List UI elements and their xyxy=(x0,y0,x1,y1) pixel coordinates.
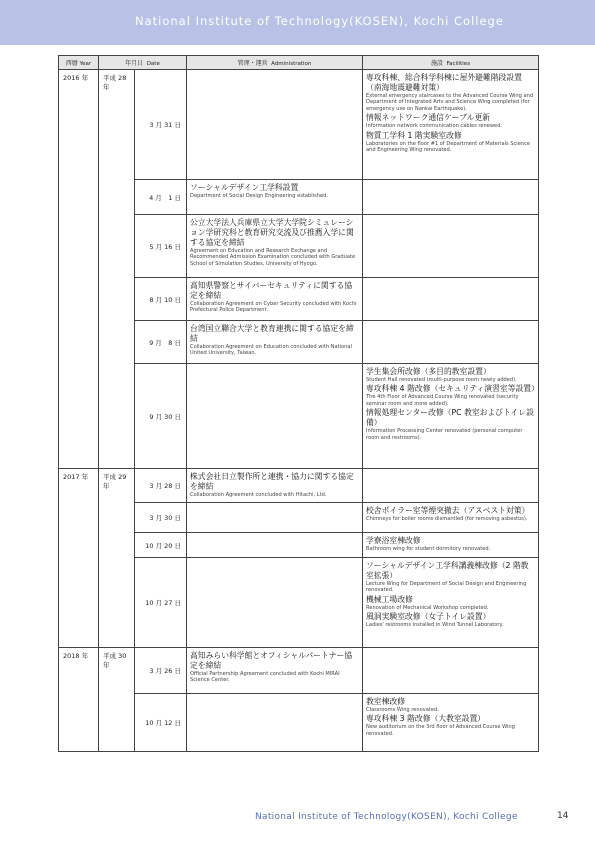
entry xyxy=(366,131,535,154)
entry-title-jp: 専攻科棟、総合科学科棟に屋外避難階段設置（南海地震避難対策） xyxy=(366,73,522,92)
entry-description-en: Lecture Wing for Department of Social Design and Engineering renovated. xyxy=(366,580,527,594)
entry-title-jp: 学寮浴室棟改修 xyxy=(366,536,421,546)
table-row xyxy=(59,693,539,751)
date-cell: 4 月 1 日 xyxy=(135,180,187,215)
date-cell: 9 月 30 日 xyxy=(135,364,187,469)
entry-description-en: Official Partnership Agreement concluded with Kochi MIRAI Science Center. xyxy=(190,670,340,684)
table-row xyxy=(59,647,539,693)
entry xyxy=(366,408,535,441)
entry xyxy=(366,367,535,383)
entry-title-jp: 情報ネットワーク通信ケーブル更新 xyxy=(366,113,491,123)
table-row xyxy=(59,503,539,533)
header-administration: 管理・運営 Administration xyxy=(187,56,363,70)
era-cell: 平成 30 年 xyxy=(99,647,135,693)
entry-title-jp: 専攻科棟 4 階改修（セキュリティ演習室等設置） xyxy=(366,384,539,394)
date-cell: 8 月 10 日 xyxy=(135,278,187,321)
table-row xyxy=(59,278,539,321)
year-cell xyxy=(59,533,99,557)
facilities-cell xyxy=(363,70,539,180)
year-cell xyxy=(59,321,99,364)
year-cell xyxy=(59,364,99,469)
year-cell xyxy=(59,278,99,321)
era-cell xyxy=(99,503,135,533)
entry-description-en: Ladies' restrooms installed in Wind Tunnel Laboratory. xyxy=(366,622,504,629)
administration-cell xyxy=(187,321,363,364)
entry-description-en: Information Processing Center renovated (personal computer room and restrooms). xyxy=(366,428,523,441)
date-cell: 3 月 30 日 xyxy=(135,503,187,533)
entry-description-en: The 4th Floor of Advanced Course Wing renovated (security seminar room and more added). xyxy=(366,394,519,407)
administration-cell xyxy=(187,557,363,647)
era-cell xyxy=(99,533,135,557)
era-cell xyxy=(99,693,135,751)
table-header-row xyxy=(59,56,539,70)
year-cell xyxy=(59,503,99,533)
entry-description-en: Agreement on Education and Research Exchange and Recommended Admission Examination concluded with Graduate School of Simulation Studies, University of Hyogo. xyxy=(190,248,356,267)
history-table xyxy=(58,55,539,752)
table-row xyxy=(59,321,539,364)
entry-description-en: Laboratories on the floor #1 of Department of Materials Science and Engineering Wing renovated. xyxy=(366,140,531,154)
table-body xyxy=(59,70,539,752)
facilities-cell xyxy=(363,533,539,557)
era-cell xyxy=(99,364,135,469)
entry-title-jp: 公立大学法人兵庫県立大学大学院シミュレーション学研究科と教育研究交流及び推薦入学に関する協定を締結 xyxy=(190,218,354,247)
administration-cell xyxy=(187,364,363,469)
administration-cell xyxy=(187,215,363,278)
entry-title-jp: 風洞実験室改修（女子トイレ設置） xyxy=(366,612,491,622)
entry-description-en: Chimneys for boiler rooms dismantled (for removing asbestos). xyxy=(366,516,528,523)
entry-title-jp: 高知みらい科学館とオフィシャルパートナー協定を締結 xyxy=(190,650,353,670)
entry-title-jp: 情報処理センター改修（PC 教室およびトイレ設備） xyxy=(366,408,534,428)
entry-description-en: Renovation of Mechanical Workshop completed. xyxy=(366,604,489,611)
entry-title-jp: 物質工学科 1 階実験室改修 xyxy=(366,130,462,140)
date-cell: 5 月 16 日 xyxy=(135,215,187,278)
year-cell xyxy=(59,180,99,215)
entry-title-jp: ソーシャルデザイン工学科設置 xyxy=(190,183,299,192)
era-cell xyxy=(99,215,135,278)
facilities-cell xyxy=(363,503,539,533)
entry xyxy=(190,472,359,498)
entry-title-jp: 株式会社日立製作所と連携・協力に関する協定を締結 xyxy=(190,472,354,491)
entry-description-en: Student Hall renovated (multi-purpose room newly added). xyxy=(366,377,517,383)
facilities-cell xyxy=(363,693,539,751)
entry-title-jp: 機械工場改修 xyxy=(366,594,413,604)
administration-cell xyxy=(187,278,363,321)
entry xyxy=(366,561,535,594)
header-facilities: 施設 Facilities xyxy=(363,56,539,70)
entry xyxy=(366,113,535,129)
entry-description-en: Collaboration Agreement on Education concluded with National United University, Taiwan. xyxy=(190,344,352,357)
facilities-cell xyxy=(363,321,539,364)
date-cell: 10 月 27 日 xyxy=(135,557,187,647)
entry xyxy=(366,384,539,407)
era-cell xyxy=(99,278,135,321)
date-cell: 10 月 12 日 xyxy=(135,693,187,751)
administration-cell xyxy=(187,647,363,693)
entry-title-jp: 専攻科棟 3 階改修（大教室設置） xyxy=(366,714,486,724)
entry xyxy=(190,281,359,314)
entry xyxy=(366,536,535,552)
entry-description-en: External emergency staircases to the Advanced Course Wing and Department of Integrated Arts and Science Wing completed (for emergency use on Nankai Earthquake). xyxy=(366,93,534,112)
date-cell: 10 月 20 日 xyxy=(135,533,187,557)
facilities-cell xyxy=(363,647,539,693)
facilities-cell xyxy=(363,215,539,278)
entry xyxy=(366,612,535,628)
table-row xyxy=(59,533,539,557)
year-cell: 2016 年 xyxy=(59,70,99,180)
era-cell xyxy=(99,557,135,647)
entry-description-en: New auditorium on the 3rd floor of Advanced Course Wing renovated. xyxy=(366,724,515,737)
administration-cell xyxy=(187,503,363,533)
entry xyxy=(190,183,359,199)
table-row xyxy=(59,469,539,503)
facilities-cell xyxy=(363,364,539,469)
entry-description-en: Classrooms Wing renovated. xyxy=(366,706,439,713)
administration-cell xyxy=(187,70,363,180)
entry-title-jp: 高知県警察とサイバーセキュリティに関する協定を締結 xyxy=(190,281,353,300)
table-row xyxy=(59,364,539,469)
entry xyxy=(190,324,359,357)
table-row xyxy=(59,557,539,647)
entry xyxy=(366,714,535,737)
table-row xyxy=(59,215,539,278)
facilities-cell xyxy=(363,180,539,215)
page-number: 14 xyxy=(557,811,569,821)
table-row xyxy=(59,70,539,180)
administration-cell xyxy=(187,533,363,557)
era-cell: 平成 29 年 xyxy=(99,469,135,503)
entry-title-jp: ソーシャルデザイン工学科講義棟改修（2 階教室拡張） xyxy=(366,560,529,580)
entry-description-en: Department of Social Design Engineering established. xyxy=(190,193,328,199)
entry-title-jp: 教室棟改修 xyxy=(366,696,405,706)
entry-title-jp: 校舎ボイラー室等煙突撤去（アスベスト対策） xyxy=(366,506,530,516)
header-band xyxy=(0,0,595,45)
entry xyxy=(190,218,359,267)
administration-cell xyxy=(187,180,363,215)
year-cell xyxy=(59,557,99,647)
administration-cell xyxy=(187,469,363,503)
era-cell: 平成 28 年 xyxy=(99,70,135,180)
header-title: National Institute of Technology(KOSEN), Kochi College xyxy=(135,14,504,28)
entry-title-jp: 台湾国立聯合大学と教育連携に関する協定を締結 xyxy=(190,324,354,343)
year-cell: 2018 年 xyxy=(59,647,99,693)
entry-title-jp: 学生集会所改修（多目的教室設置） xyxy=(366,367,491,376)
entry xyxy=(366,697,535,713)
facilities-cell xyxy=(363,469,539,503)
header-year: 西暦 Year xyxy=(59,56,99,70)
date-cell: 3 月 28 日 xyxy=(135,469,187,503)
year-cell xyxy=(59,693,99,751)
table-row xyxy=(59,180,539,215)
header-date: 年月日 Date xyxy=(99,56,187,70)
entry-description-en: Collaboration Agreement concluded with Hitachi, Ltd. xyxy=(190,492,327,498)
entry xyxy=(366,595,535,611)
footer-title: National Institute of Technology(KOSEN), Kochi College xyxy=(255,812,518,822)
entry xyxy=(190,651,359,684)
era-cell xyxy=(99,321,135,364)
year-cell: 2017 年 xyxy=(59,469,99,503)
entry-description-en: Information network communication cables renewed. xyxy=(366,123,503,130)
entry-description-en: Bathroom wing for student dormitory renovated. xyxy=(366,546,491,553)
facilities-cell xyxy=(363,557,539,647)
year-cell xyxy=(59,215,99,278)
entry xyxy=(366,73,535,112)
administration-cell xyxy=(187,693,363,751)
facilities-cell xyxy=(363,278,539,321)
date-cell: 3 月 31 日 xyxy=(135,70,187,180)
era-cell xyxy=(99,180,135,215)
date-cell: 9 月 8 日 xyxy=(135,321,187,364)
entry-description-en: Collaboration Agreement on Cyber Security concluded with Kochi Prefectural Police Department. xyxy=(190,301,357,314)
entry xyxy=(366,506,535,522)
date-cell: 3 月 26 日 xyxy=(135,647,187,693)
